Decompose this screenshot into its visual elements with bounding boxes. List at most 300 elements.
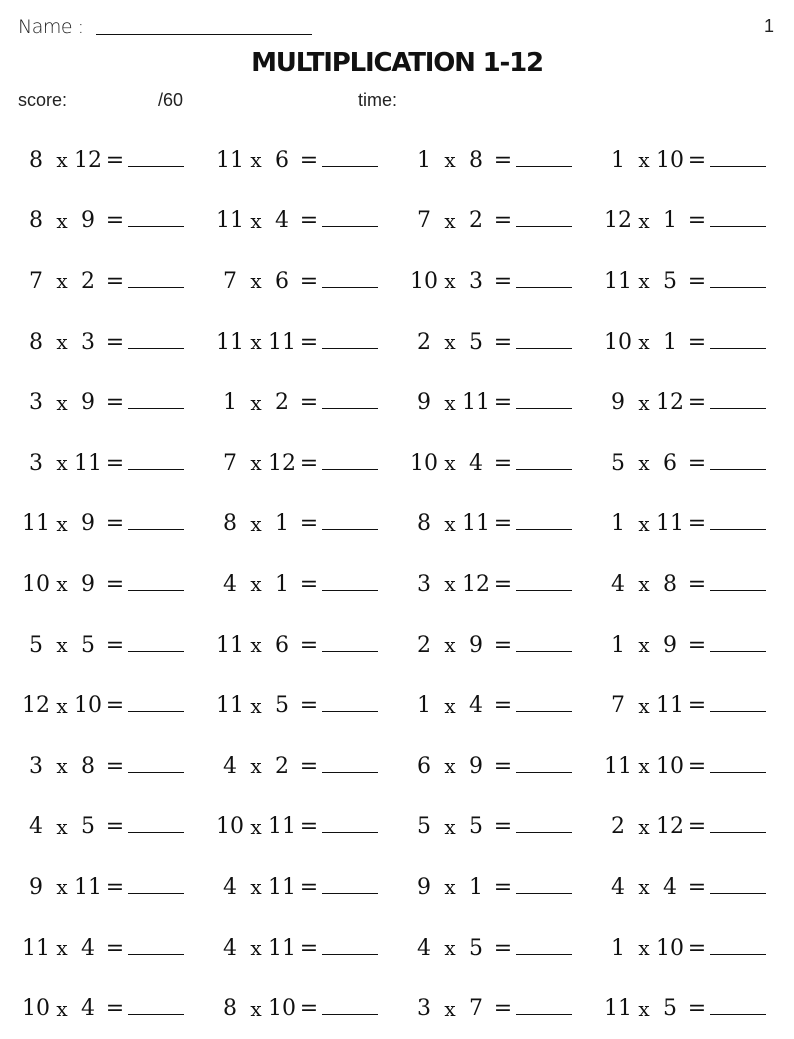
times-sign: x (638, 814, 650, 839)
answer-blank[interactable] (322, 408, 378, 409)
multiplication-problem (216, 675, 410, 736)
answer-blank[interactable] (128, 954, 184, 955)
answer-blank[interactable] (710, 651, 766, 652)
factor-a: 6 (417, 753, 431, 779)
multiplication-problem (410, 251, 604, 312)
factor-a: 4 (223, 935, 237, 961)
times-sign: x (250, 693, 262, 718)
answer-blank[interactable] (128, 226, 184, 227)
factor-b: 9 (663, 632, 677, 658)
factor-b: 8 (469, 147, 483, 173)
factor-b: 2 (81, 268, 95, 294)
multiplication-problem (604, 372, 778, 433)
factor-b: 4 (469, 450, 483, 476)
multiplication-problem (604, 433, 778, 494)
multiplication-problem (410, 130, 604, 191)
equals-sign: = (105, 329, 125, 355)
answer-blank[interactable] (710, 832, 766, 833)
factor-b: 5 (81, 632, 95, 658)
answer-blank[interactable] (322, 711, 378, 712)
times-sign: x (56, 208, 68, 233)
factor-a: 4 (223, 874, 237, 900)
answer-blank[interactable] (710, 529, 766, 530)
factor-b: 5 (275, 693, 289, 719)
equals-sign: = (299, 814, 319, 840)
equals-sign: = (493, 874, 513, 900)
times-sign: x (250, 875, 262, 900)
equals-sign: = (105, 996, 125, 1022)
answer-blank[interactable] (516, 166, 572, 167)
factor-b: 11 (656, 693, 684, 719)
answer-blank[interactable] (710, 1014, 766, 1015)
multiplication-problem (216, 918, 410, 979)
answer-blank[interactable] (516, 287, 572, 288)
answer-blank[interactable] (710, 711, 766, 712)
times-sign: x (250, 148, 262, 173)
times-sign: x (250, 936, 262, 961)
page-number: 1 (763, 16, 774, 36)
answer-blank[interactable] (128, 348, 184, 349)
times-sign: x (638, 693, 650, 718)
time-label: time: (358, 90, 398, 110)
answer-blank[interactable] (128, 893, 184, 894)
answer-blank[interactable] (516, 590, 572, 591)
multiplication-problem (216, 312, 410, 373)
answer-blank[interactable] (710, 469, 766, 470)
answer-blank[interactable] (128, 529, 184, 530)
times-sign: x (444, 451, 456, 476)
factor-b: 12 (462, 571, 490, 597)
equals-sign: = (687, 753, 707, 779)
answer-blank[interactable] (128, 772, 184, 773)
equals-sign: = (299, 996, 319, 1022)
multiplication-problem (216, 857, 410, 918)
factor-a: 7 (611, 693, 625, 719)
answer-blank[interactable] (516, 832, 572, 833)
equals-sign: = (105, 268, 125, 294)
times-sign: x (444, 390, 456, 415)
times-sign: x (444, 269, 456, 294)
answer-blank[interactable] (322, 893, 378, 894)
equals-sign: = (105, 511, 125, 537)
equals-sign: = (299, 874, 319, 900)
factor-a: 4 (223, 571, 237, 597)
times-sign: x (250, 451, 262, 476)
equals-sign: = (105, 935, 125, 961)
factor-b: 8 (81, 753, 95, 779)
times-sign: x (56, 875, 68, 900)
times-sign: x (638, 390, 650, 415)
factor-a: 7 (223, 450, 237, 476)
answer-blank[interactable] (322, 772, 378, 773)
answer-blank[interactable] (710, 590, 766, 591)
times-sign: x (56, 693, 68, 718)
equals-sign: = (105, 632, 125, 658)
factor-b: 1 (275, 511, 289, 537)
multiplication-problem (216, 251, 410, 312)
answer-blank[interactable] (516, 954, 572, 955)
score-total: /60 (158, 90, 184, 110)
factor-a: 9 (417, 390, 431, 416)
equals-sign: = (687, 511, 707, 537)
answer-blank[interactable] (516, 226, 572, 227)
factor-b: 11 (462, 390, 490, 416)
factor-a: 4 (223, 753, 237, 779)
answer-blank[interactable] (128, 287, 184, 288)
times-sign: x (444, 936, 456, 961)
equals-sign: = (105, 208, 125, 234)
answer-blank[interactable] (710, 954, 766, 955)
equals-sign: = (299, 693, 319, 719)
multiplication-problem (410, 675, 604, 736)
multiplication-problem (410, 918, 604, 979)
times-sign: x (250, 996, 262, 1021)
factor-b: 9 (81, 208, 95, 234)
factor-b: 6 (275, 632, 289, 658)
factor-b: 2 (275, 390, 289, 416)
multiplication-problem (22, 797, 216, 858)
times-sign: x (638, 208, 650, 233)
multiplication-problem (216, 978, 410, 1039)
answer-blank[interactable] (322, 1014, 378, 1015)
answer-blank[interactable] (516, 711, 572, 712)
factor-b: 9 (81, 571, 95, 597)
times-sign: x (250, 754, 262, 779)
answer-blank[interactable] (516, 348, 572, 349)
factor-a: 11 (216, 208, 244, 234)
multiplication-problem (22, 615, 216, 676)
worksheet-title: MULTIPLICATION 1-12 (251, 48, 543, 78)
answer-blank[interactable] (516, 1014, 572, 1015)
factor-a: 5 (611, 450, 625, 476)
factor-b: 10 (656, 147, 684, 173)
factor-b: 1 (663, 208, 677, 234)
multiplication-problem (410, 494, 604, 555)
factor-a: 11 (604, 268, 632, 294)
multiplication-problem (410, 615, 604, 676)
times-sign: x (56, 996, 68, 1021)
times-sign: x (56, 451, 68, 476)
answer-blank[interactable] (516, 529, 572, 530)
multiplication-problem (604, 312, 778, 373)
times-sign: x (56, 390, 68, 415)
equals-sign: = (687, 814, 707, 840)
times-sign: x (56, 330, 68, 355)
factor-b: 10 (656, 935, 684, 961)
factor-b: 12 (656, 814, 684, 840)
times-sign: x (444, 875, 456, 900)
factor-b: 4 (81, 935, 95, 961)
times-sign: x (444, 693, 456, 718)
multiplication-problem (216, 372, 410, 433)
multiplication-problem (216, 736, 410, 797)
times-sign: x (444, 996, 456, 1021)
equals-sign: = (493, 935, 513, 961)
factor-b: 6 (275, 268, 289, 294)
factor-a: 8 (29, 329, 43, 355)
equals-sign: = (493, 753, 513, 779)
answer-blank[interactable] (710, 166, 766, 167)
factor-b: 5 (663, 268, 677, 294)
factor-a: 9 (417, 874, 431, 900)
factor-a: 12 (604, 208, 632, 234)
factor-a: 8 (223, 511, 237, 537)
factor-a: 12 (22, 693, 50, 719)
multiplication-problem (22, 918, 216, 979)
factor-b: 5 (469, 935, 483, 961)
equals-sign: = (687, 147, 707, 173)
factor-a: 3 (29, 390, 43, 416)
factor-b: 12 (74, 147, 102, 173)
answer-blank[interactable] (322, 954, 378, 955)
equals-sign: = (105, 814, 125, 840)
factor-b: 11 (74, 450, 102, 476)
factor-a: 10 (22, 571, 50, 597)
times-sign: x (444, 511, 456, 536)
multiplication-problem (216, 191, 410, 252)
multiplication-problem (604, 675, 778, 736)
answer-blank[interactable] (128, 590, 184, 591)
factor-b: 5 (469, 814, 483, 840)
factor-a: 9 (611, 390, 625, 416)
answer-blank[interactable] (128, 408, 184, 409)
equals-sign: = (687, 874, 707, 900)
factor-a: 11 (216, 147, 244, 173)
factor-a: 10 (22, 996, 50, 1022)
times-sign: x (250, 633, 262, 658)
factor-a: 3 (29, 450, 43, 476)
factor-a: 4 (417, 935, 431, 961)
factor-a: 10 (216, 814, 244, 840)
equals-sign: = (105, 390, 125, 416)
answer-blank[interactable] (516, 651, 572, 652)
equals-sign: = (105, 147, 125, 173)
multiplication-problem (410, 372, 604, 433)
times-sign: x (56, 754, 68, 779)
factor-b: 11 (268, 935, 296, 961)
times-sign: x (638, 633, 650, 658)
factor-b: 4 (81, 996, 95, 1022)
answer-blank[interactable] (128, 832, 184, 833)
times-sign: x (56, 814, 68, 839)
times-sign: x (56, 936, 68, 961)
factor-b: 2 (275, 753, 289, 779)
factor-a: 11 (22, 511, 50, 537)
factor-b: 3 (469, 268, 483, 294)
equals-sign: = (493, 996, 513, 1022)
factor-b: 10 (268, 996, 296, 1022)
equals-sign: = (687, 996, 707, 1022)
answer-blank[interactable] (710, 893, 766, 894)
answer-blank[interactable] (322, 529, 378, 530)
times-sign: x (638, 148, 650, 173)
factor-b: 11 (74, 874, 102, 900)
factor-b: 9 (469, 632, 483, 658)
multiplication-problem (22, 978, 216, 1039)
times-sign: x (56, 633, 68, 658)
answer-blank[interactable] (128, 166, 184, 167)
factor-a: 10 (410, 450, 438, 476)
factor-a: 11 (216, 632, 244, 658)
multiplication-problem (604, 918, 778, 979)
factor-a: 7 (223, 268, 237, 294)
answer-blank[interactable] (322, 832, 378, 833)
answer-blank[interactable] (322, 348, 378, 349)
multiplication-problem (410, 736, 604, 797)
factor-b: 12 (268, 450, 296, 476)
times-sign: x (444, 148, 456, 173)
times-sign: x (444, 633, 456, 658)
equals-sign: = (105, 693, 125, 719)
factor-a: 3 (29, 753, 43, 779)
answer-blank[interactable] (516, 408, 572, 409)
equals-sign: = (299, 450, 319, 476)
times-sign: x (250, 330, 262, 355)
times-sign: x (444, 814, 456, 839)
equals-sign: = (493, 814, 513, 840)
multiplication-problem (22, 191, 216, 252)
times-sign: x (638, 511, 650, 536)
times-sign: x (56, 269, 68, 294)
multiplication-problem (216, 554, 410, 615)
factor-a: 8 (29, 147, 43, 173)
answer-blank[interactable] (128, 651, 184, 652)
multiplication-problem (22, 312, 216, 373)
factor-b: 11 (268, 329, 296, 355)
factor-a: 5 (417, 814, 431, 840)
answer-blank[interactable] (710, 348, 766, 349)
factor-a: 1 (611, 935, 625, 961)
factor-a: 11 (22, 935, 50, 961)
factor-b: 8 (663, 571, 677, 597)
times-sign: x (638, 572, 650, 597)
answer-blank[interactable] (128, 1014, 184, 1015)
factor-b: 9 (469, 753, 483, 779)
multiplication-problem (22, 494, 216, 555)
factor-b: 11 (268, 874, 296, 900)
multiplication-problem (22, 372, 216, 433)
multiplication-problem (216, 494, 410, 555)
factor-a: 11 (216, 329, 244, 355)
factor-b: 1 (275, 571, 289, 597)
factor-b: 5 (81, 814, 95, 840)
name-label: Name : (18, 16, 84, 38)
multiplication-problem (22, 675, 216, 736)
factor-b: 1 (469, 874, 483, 900)
multiplication-problem (216, 615, 410, 676)
equals-sign: = (299, 632, 319, 658)
factor-a: 3 (417, 571, 431, 597)
equals-sign: = (687, 571, 707, 597)
times-sign: x (638, 451, 650, 476)
multiplication-problem (22, 736, 216, 797)
multiplication-problem (22, 857, 216, 918)
answer-blank[interactable] (322, 166, 378, 167)
answer-blank[interactable] (516, 893, 572, 894)
times-sign: x (638, 330, 650, 355)
times-sign: x (250, 814, 262, 839)
equals-sign: = (687, 268, 707, 294)
times-sign: x (444, 572, 456, 597)
multiplication-problem (410, 978, 604, 1039)
multiplication-problem (22, 251, 216, 312)
times-sign: x (638, 936, 650, 961)
answer-blank[interactable] (322, 651, 378, 652)
answer-blank[interactable] (322, 287, 378, 288)
answer-blank[interactable] (710, 226, 766, 227)
factor-b: 6 (663, 450, 677, 476)
equals-sign: = (493, 632, 513, 658)
multiplication-problem (604, 251, 778, 312)
factor-a: 1 (417, 147, 431, 173)
equals-sign: = (687, 450, 707, 476)
factor-b: 11 (268, 814, 296, 840)
equals-sign: = (493, 511, 513, 537)
factor-a: 7 (417, 208, 431, 234)
times-sign: x (444, 208, 456, 233)
equals-sign: = (687, 693, 707, 719)
answer-blank[interactable] (128, 711, 184, 712)
equals-sign: = (687, 632, 707, 658)
times-sign: x (56, 148, 68, 173)
factor-b: 10 (74, 693, 102, 719)
equals-sign: = (299, 753, 319, 779)
multiplication-problem (604, 554, 778, 615)
factor-a: 2 (417, 329, 431, 355)
factor-a: 10 (410, 268, 438, 294)
answer-blank[interactable] (710, 287, 766, 288)
multiplication-problem (604, 978, 778, 1039)
answer-blank[interactable] (710, 772, 766, 773)
score-label: score: (18, 90, 68, 110)
factor-b: 1 (663, 329, 677, 355)
multiplication-problem (216, 130, 410, 191)
factor-a: 1 (611, 632, 625, 658)
times-sign: x (638, 754, 650, 779)
multiplication-problem (22, 130, 216, 191)
factor-a: 2 (611, 814, 625, 840)
factor-a: 11 (604, 753, 632, 779)
equals-sign: = (299, 208, 319, 234)
equals-sign: = (105, 450, 125, 476)
factor-a: 11 (216, 693, 244, 719)
factor-b: 6 (275, 147, 289, 173)
equals-sign: = (105, 874, 125, 900)
multiplication-problem (604, 615, 778, 676)
name-write-line[interactable] (96, 34, 312, 35)
answer-blank[interactable] (322, 590, 378, 591)
answer-blank[interactable] (516, 772, 572, 773)
factor-b: 7 (469, 996, 483, 1022)
answer-blank[interactable] (710, 408, 766, 409)
answer-blank[interactable] (516, 469, 572, 470)
equals-sign: = (493, 268, 513, 294)
answer-blank[interactable] (322, 226, 378, 227)
equals-sign: = (687, 329, 707, 355)
factor-a: 9 (29, 874, 43, 900)
equals-sign: = (105, 753, 125, 779)
multiplication-problem (216, 433, 410, 494)
factor-a: 1 (611, 511, 625, 537)
factor-a: 4 (611, 571, 625, 597)
answer-blank[interactable] (322, 469, 378, 470)
factor-b: 9 (81, 390, 95, 416)
factor-b: 11 (656, 511, 684, 537)
factor-a: 1 (417, 693, 431, 719)
factor-a: 1 (611, 147, 625, 173)
multiplication-problem (410, 433, 604, 494)
answer-blank[interactable] (128, 469, 184, 470)
